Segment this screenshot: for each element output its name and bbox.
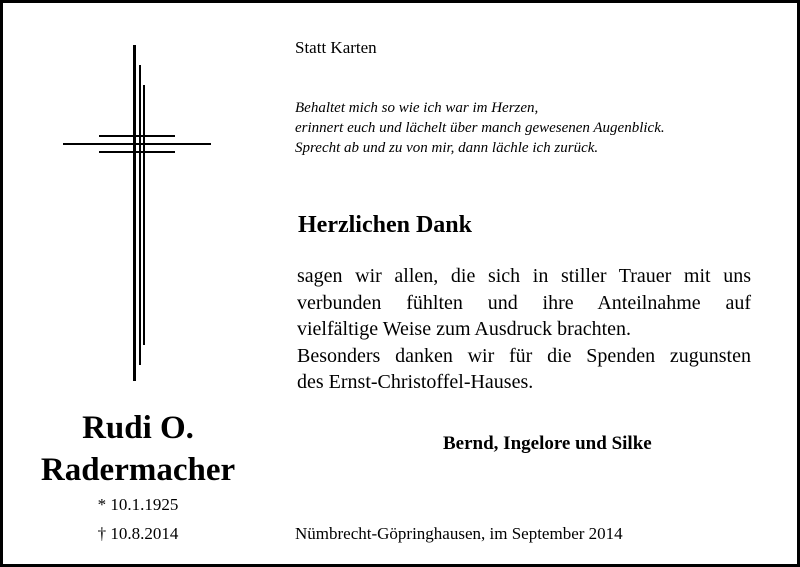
- poem-line: Sprecht ab und zu von mir, dann lächle ich zurück.: [295, 140, 599, 156]
- thanks-line: des Ernst-Christoffel-Hauses.: [297, 371, 534, 393]
- thanks-line: verbunden fühlten und ihre Anteilnahme auf: [297, 291, 751, 314]
- thanks-line: sagen wir allen, die sich in stiller Trauer mit uns: [297, 265, 751, 287]
- poem-line: Behaltet mich so wie ich war im Herzen,: [295, 100, 539, 116]
- statt-karten-label: Statt Karten: [295, 38, 377, 57]
- place-and-date: Nümbrecht-Göpringhausen, im September 2014: [295, 524, 623, 543]
- poem-line: erinnert euch und lächelt über manch gewesenen Augenblick.: [295, 120, 665, 136]
- deceased-name-line1: Rudi O.: [82, 410, 194, 446]
- cross-icon: [59, 45, 215, 381]
- deceased-name-line2: Radermacher: [40, 452, 236, 488]
- thanks-heading: Herzlichen Dank: [298, 212, 472, 238]
- death-date: † 10.8.2014: [97, 524, 179, 543]
- poem: [295, 98, 665, 158]
- thanks-line: vielfältige Weise zum Ausdruck brachten.: [297, 318, 632, 340]
- thanks-text: [297, 263, 751, 396]
- birth-date: * 10.1.1925: [97, 495, 179, 514]
- signature: Bernd, Ingelore und Silke: [443, 433, 652, 454]
- thanks-line: Besonders danken wir für die Spenden zugunsten: [297, 344, 751, 367]
